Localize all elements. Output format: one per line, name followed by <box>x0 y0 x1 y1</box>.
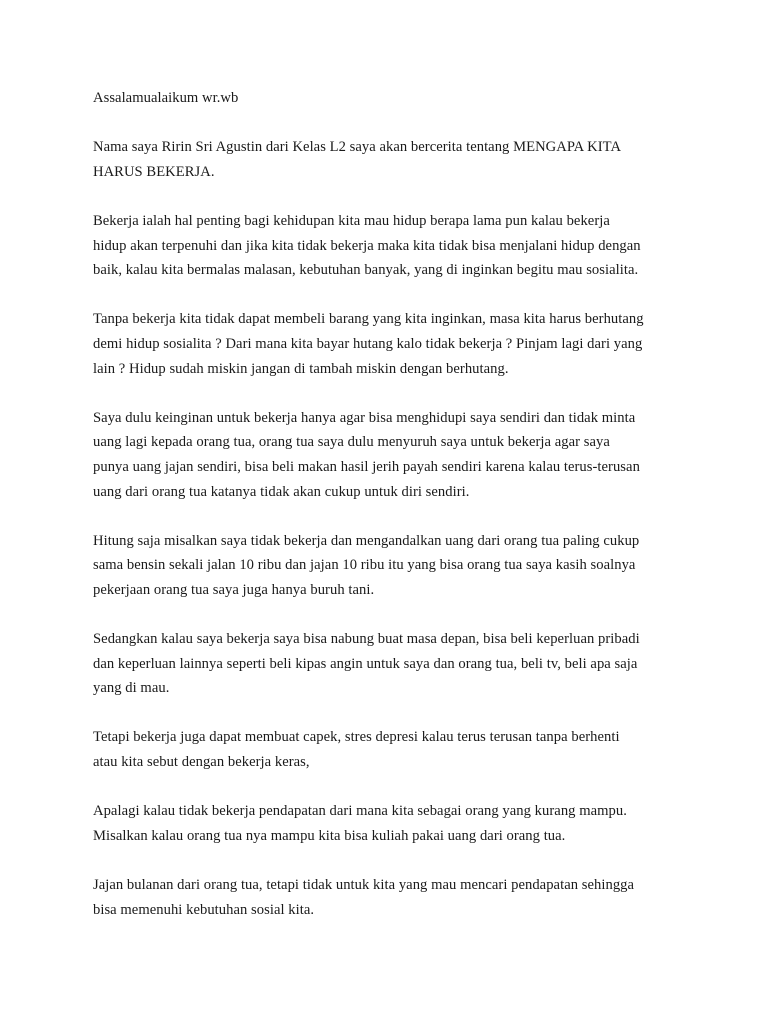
text-line: Assalamualaikum wr.wb <box>93 90 239 106</box>
text-line: uang lagi kepada orang tua, orang tua saya dulu menyuruh saya untuk bekerja agar saya <box>93 434 610 451</box>
document-body <box>93 86 693 947</box>
paragraph <box>93 307 693 381</box>
text-line: Tanpa bekerja kita tidak dapat membeli barang yang kita inginkan, masa kita harus berhutang <box>93 311 644 328</box>
text-line: yang di mau. <box>93 680 170 697</box>
text-line: uang dari orang tua katanya tidak akan cukup untuk diri sendiri. <box>93 483 470 500</box>
text-line: Tetapi bekerja juga dapat membuat capek, stres depresi kalau terus terusan tanpa berhenti <box>93 729 620 746</box>
text-line: hidup akan terpenuhi dan jika kita tidak bekerja maka kita tidak bisa menjalani hidup dengan <box>93 237 641 254</box>
paragraph <box>93 799 693 848</box>
text-line: Sedangkan kalau saya bekerja saya bisa nabung buat masa depan, bisa beli keperluan pribadi <box>93 631 640 648</box>
text-line: baik, kalau kita bermalas malasan, kebutuhan banyak, yang di inginkan begitu mau sosialita. <box>93 262 639 279</box>
text-line: Hitung saja misalkan saya tidak bekerja dan mengandalkan uang dari orang tua paling cukup <box>93 532 640 549</box>
paragraph-greeting <box>93 86 693 111</box>
paragraph <box>93 406 693 504</box>
text-line: lain ? Hidup sudah miskin jangan di tambah miskin dengan berhutang. <box>93 360 509 377</box>
text-line: HARUS BEKERJA. <box>93 163 215 180</box>
paragraph-introduction <box>93 135 693 184</box>
text-line: demi hidup sosialita ? Dari mana kita bayar hutang kalo tidak bekerja ? Pinjam lagi dari yang <box>93 335 643 352</box>
text-line: Bekerja ialah hal penting bagi kehidupan kita mau hidup berapa lama pun kalau bekerja <box>93 212 610 229</box>
text-line: Apalagi kalau tidak bekerja pendapatan dari mana kita sebagai orang yang kurang mampu. <box>93 803 627 820</box>
paragraph <box>93 725 693 774</box>
paragraph <box>93 529 693 603</box>
text-line: Saya dulu keinginan untuk bekerja hanya agar bisa menghidupi saya sendiri dan tidak minta <box>93 409 636 426</box>
text-line: dan keperluan lainnya seperti beli kipas angin untuk saya dan orang tua, beli tv, beli apa saja <box>93 655 638 672</box>
text-line: sama bensin sekali jalan 10 ribu dan jajan 10 ribu itu yang bisa orang tua saya kasih soalnya <box>93 557 636 574</box>
paragraph <box>93 209 693 283</box>
text-line: Nama saya Ririn Sri Agustin dari Kelas L2 saya akan bercerita tentang MENGAPA KITA <box>93 139 622 156</box>
text-line: Misalkan kalau orang tua nya mampu kita bisa kuliah pakai uang dari orang tua. <box>93 827 566 844</box>
text-line: atau kita sebut dengan bekerja keras, <box>93 754 310 771</box>
paragraph <box>93 873 693 922</box>
text-line: punya uang jajan sendiri, bisa beli makan hasil jerih payah sendiri karena kalau terus-terusan <box>93 458 640 475</box>
text-line: bisa memenuhi kebutuhan sosial kita. <box>93 901 315 918</box>
paragraph <box>93 627 693 701</box>
text-line: pekerjaan orang tua saya juga hanya buruh tani. <box>93 581 375 598</box>
text-line: Jajan bulanan dari orang tua, tetapi tidak untuk kita yang mau mencari pendapatan sehingga <box>93 877 635 893</box>
